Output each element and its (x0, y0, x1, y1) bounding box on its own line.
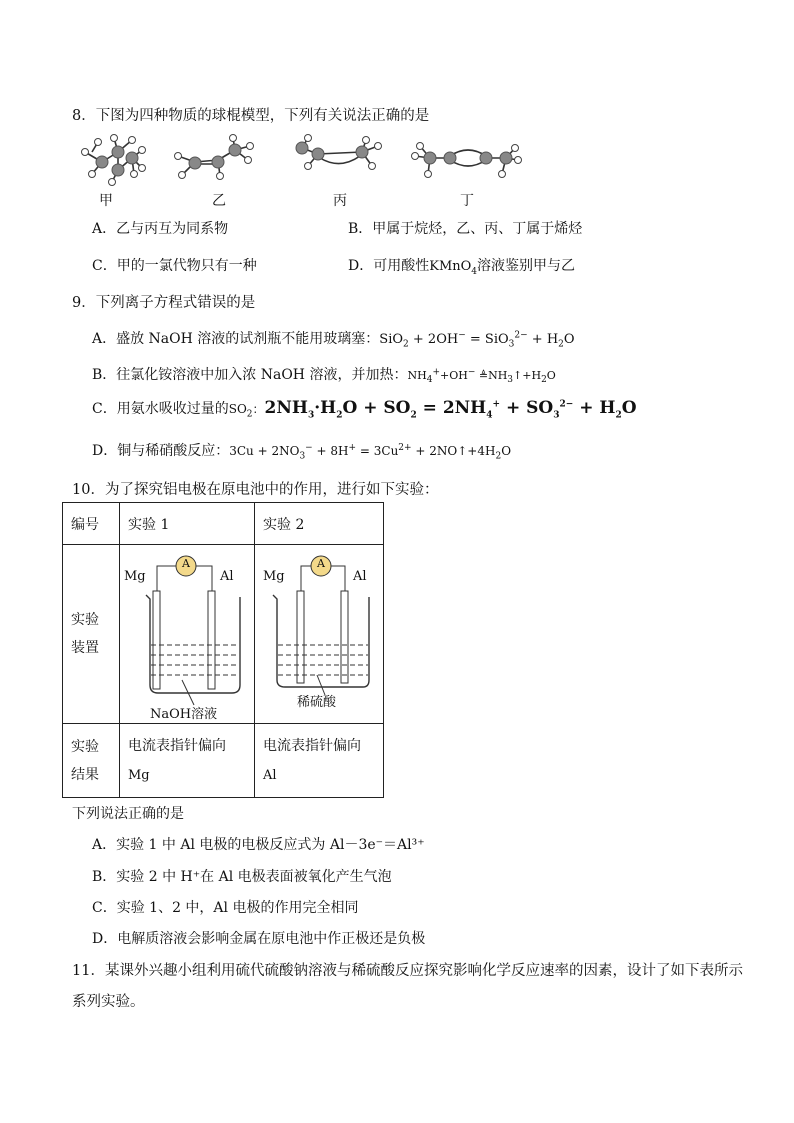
q8-option-b: B．甲属于烷烃，乙、丙、丁属于烯烃 (348, 221, 583, 237)
q8-option-c: C．甲的一氯代物只有一种 (92, 258, 257, 274)
q11-line2: 系列实验。 (72, 994, 145, 1010)
exp1-result: 电流表指针偏向 Mg (120, 724, 255, 798)
q9-option-d: D．铜与稀硝酸反应：$3Cu + 2NO_3^- + 8H^+ = 3Cu^{2+}$ + $2NO↑+4H_2O$ (92, 443, 512, 462)
q9-stem: 9．下列离子方程式错误的是 (72, 295, 256, 311)
row-device-label: 实验装置 (63, 545, 120, 724)
header-id: 编号 (63, 503, 120, 545)
q10-option-b: B．实验 2 中 H⁺在 Al 电极表面被氧化产生气泡 (92, 869, 392, 885)
q10-stem: 10．为了探究铝电极在原电池中的作用，进行如下实验： (72, 482, 439, 498)
q9-option-a: A．盛放 NaOH 溶液的试剂瓶不能用玻璃塞：$SiO_2 + 2OH^- = SiO_3^{2-} + H_2O$ (92, 330, 575, 350)
q10-follow: 下列说法正确的是 (72, 806, 184, 822)
header-exp1: 实验 1 (120, 503, 255, 545)
label-jia: 甲 (99, 193, 113, 209)
exp2-ammeter: A (317, 557, 325, 570)
experiment-table (62, 502, 384, 798)
header-exp2: 实验 2 (255, 503, 384, 545)
exp1-ammeter: A (182, 557, 190, 570)
exp2-left-electrode: Mg (263, 569, 285, 584)
q8-stem: 8．下图为四种物质的球棍模型，下列有关说法正确的是 (72, 108, 430, 124)
label-yi: 乙 (212, 193, 226, 209)
exp2-apparatus (255, 545, 384, 724)
q9-option-c: C．用氨水吸收过量的$SO_2$：$2NH_3\cdot H_2O + SO_2 = 2NH_4^+ + SO_3^{2-} + H_2O$ (92, 398, 637, 421)
q11-line1: 11．某课外兴趣小组利用硫代硫酸钠溶液与稀硫酸反应探究影响化学反应速率的因素，设计了如下表所示 (72, 963, 743, 979)
label-bing: 丙 (333, 193, 347, 209)
q10-option-a: A．实验 1 中 Al 电极的电极反应式为 Al－3e⁻＝Al³⁺ (92, 837, 425, 853)
exp1-right-electrode: Al (220, 569, 234, 584)
q10-option-d: D．电解质溶液会影响金属在原电池中作正极还是负极 (92, 931, 426, 947)
q9-option-b: B．往氯化铵溶液中加入浓 NaOH 溶液，并加热：$NH_4^++OH^-$ $≜NH_3↑+H_2O$ (92, 367, 556, 386)
exp2-right-electrode: Al (353, 569, 367, 584)
exp1-left-electrode: Mg (124, 569, 146, 584)
exp1-solution: NaOH溶液 (150, 707, 218, 722)
exp1-apparatus (120, 545, 255, 724)
row-result-label: 实验结果 (63, 724, 120, 798)
q8-option-d: D．可用酸性KMnO$_4$溶液鉴别甲与乙 (348, 258, 576, 277)
label-ding: 丁 (460, 193, 474, 209)
exp2-result: 电流表指针偏向 Al (255, 724, 384, 798)
q10-option-c: C．实验 1、2 中，Al 电极的作用完全相同 (92, 900, 359, 916)
q8-option-a: A．乙与丙互为同系物 (92, 221, 229, 237)
exp2-solution: 稀硫酸 (297, 695, 337, 710)
